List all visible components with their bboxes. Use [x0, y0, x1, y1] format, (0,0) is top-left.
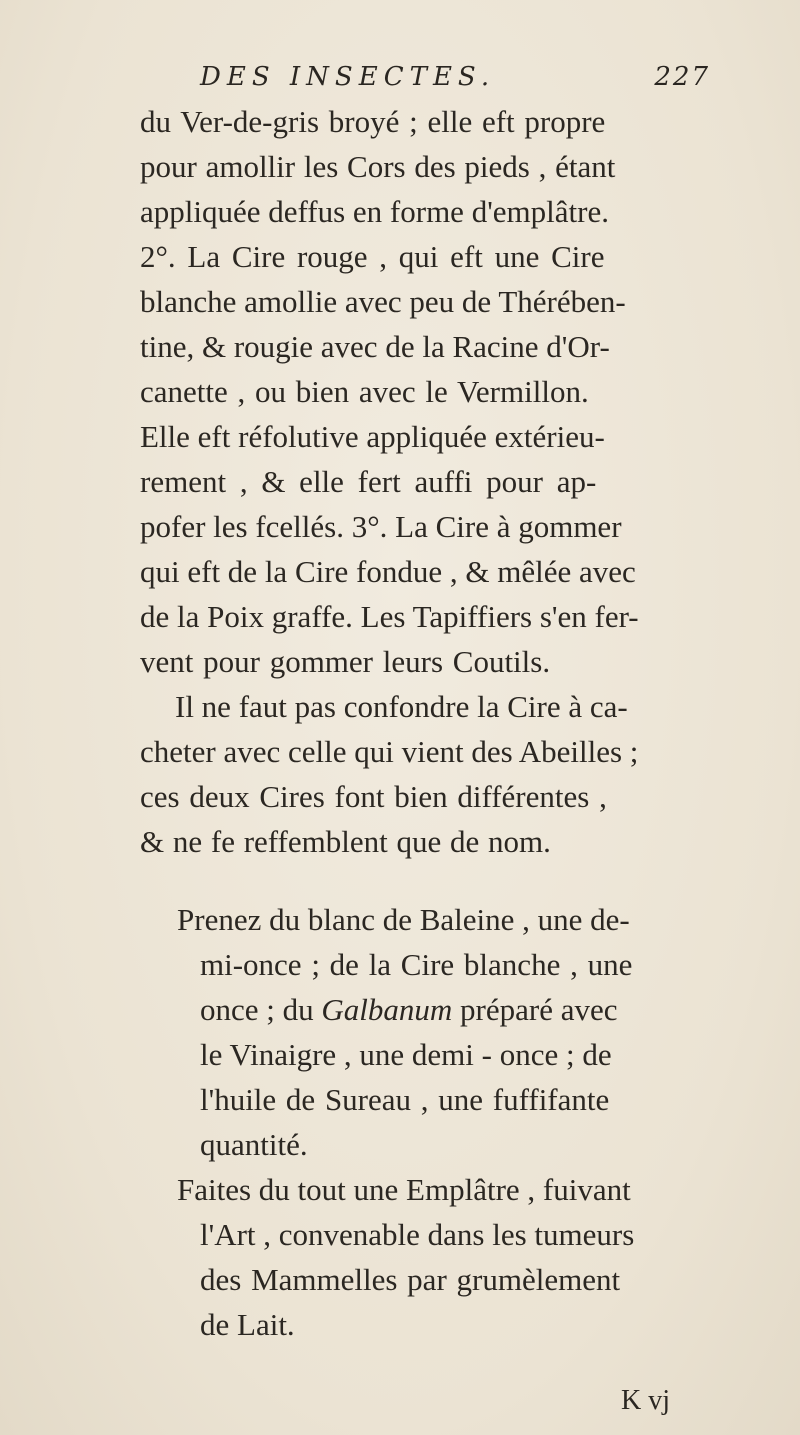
text-line-3: appliquée deffus en forme d'emplâtre.: [140, 194, 609, 229]
galbanum-term: Galbanum: [321, 992, 453, 1027]
running-head-title: DES INSECTES.: [200, 62, 496, 92]
text-line-15: cheter avec celle qui vient des Abeilles ;: [140, 734, 639, 769]
text-line-6: tine, & rougie avec de la Racine d'Or-: [140, 329, 610, 364]
text-line-7: canette , ou bien avec le Vermillon.: [140, 374, 589, 409]
recipe-line-3-end: préparé avec: [460, 992, 618, 1027]
recipe-line-8: l'Art , convenable dans les tumeurs: [200, 1217, 635, 1252]
running-head: [200, 62, 710, 102]
text-line-5: blanche amollie avec peu de Thérében-: [140, 284, 626, 319]
text-line-1: du Ver-de-gris broyé ; elle eft propre: [140, 104, 606, 139]
text-line-2: pour amollir les Cors des pieds , étant: [140, 149, 616, 184]
recipe-line-1: Prenez du blanc de Baleine , une de-: [177, 902, 630, 937]
recipe-line-10: de Lait.: [200, 1307, 295, 1342]
text-line-14: Il ne faut pas confondre la Cire à ca-: [175, 689, 628, 724]
recipe-line-3: [200, 992, 617, 1028]
text-line-16: ces deux Cires font bien différentes ,: [140, 779, 607, 814]
recipe-line-6: quantité.: [200, 1127, 308, 1162]
recipe-line-3-start: once ; du: [200, 992, 314, 1027]
text-line-10: pofer les fcellés. 3°. La Cire à gommer: [140, 509, 622, 544]
text-line-17: & ne fe reffemblent que de nom.: [140, 824, 551, 859]
text-line-13: vent pour gommer leurs Coutils.: [140, 644, 551, 679]
text-line-12: de la Poix graffe. Les Tapiffiers s'en fer-: [140, 599, 639, 634]
recipe-line-5: l'huile de Sureau , une fuffifante: [200, 1082, 610, 1117]
signature-mark: K vj: [621, 1385, 670, 1416]
text-line-8: Elle eft réfolutive appliquée extérieu-: [140, 419, 605, 454]
recipe-line-9: des Mammelles par grumèlement: [200, 1262, 621, 1297]
text-line-9: rement , & elle fert auffi pour ap-: [140, 464, 597, 499]
text-line-11: qui eft de la Cire fondue , & mêlée avec: [140, 554, 636, 589]
recipe-line-7: Faites du tout une Emplâtre , fuivant: [177, 1172, 631, 1207]
recipe-line-2: mi-once ; de la Cire blanche , une: [200, 947, 633, 982]
page-number: 227: [654, 62, 710, 92]
text-line-4: 2°. La Cire rouge , qui eft une Cire: [140, 239, 605, 274]
recipe-line-4: le Vinaigre , une demi - once ; de: [200, 1037, 612, 1072]
